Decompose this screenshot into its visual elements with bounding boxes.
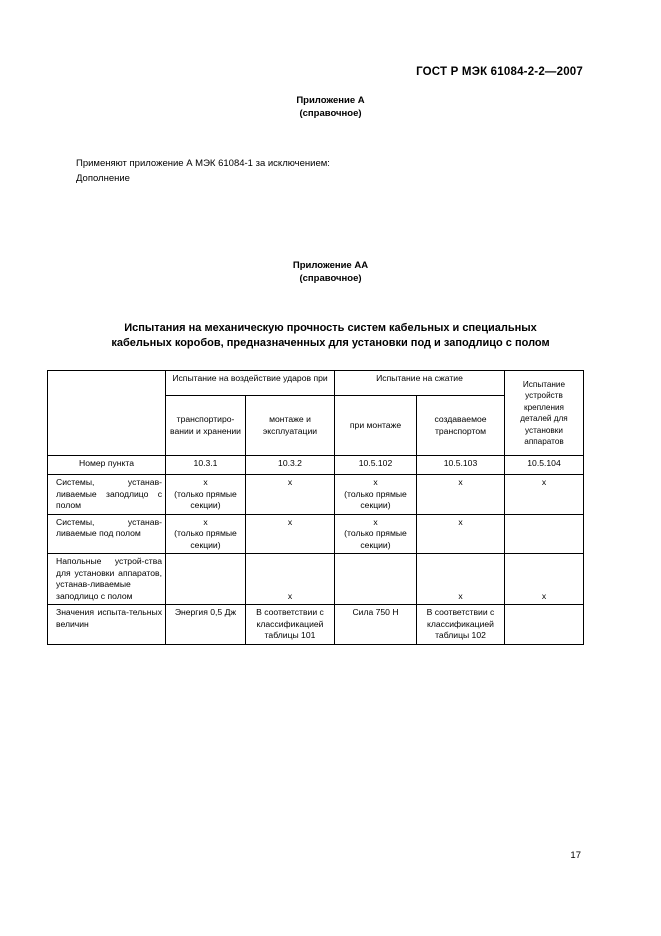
page-number: 17	[570, 850, 581, 861]
table-cell: 10.3.2	[246, 456, 335, 475]
table-cell: х	[246, 554, 335, 605]
header-at-install: при монтаже	[335, 396, 417, 456]
appendix-a-subtitle: (справочное)	[299, 108, 362, 119]
table-cell: х (только прямые секции)	[335, 514, 417, 554]
row-label: Системы, устанав-ливаемые заподлицо с полом	[48, 475, 166, 515]
table-cell: 10.3.1	[166, 456, 246, 475]
test-table	[47, 370, 584, 645]
table-row	[48, 456, 584, 475]
appendix-aa-title: Приложение АА	[292, 260, 369, 271]
table-cell: х (только прямые секции)	[166, 514, 246, 554]
header-impact-group: Испытание на воздействие ударов при	[166, 371, 335, 396]
table-cell	[505, 514, 584, 554]
table-cell: 10.5.103	[417, 456, 505, 475]
row-label: Системы, устанав-ливаемые под полом	[48, 514, 166, 554]
row-label: Напольные устрой-ства для установки аппаратов, устанав-ливаемые заподлицо с полом	[48, 554, 166, 605]
appendix-a-line2: Дополнение	[76, 173, 130, 184]
row-label: Номер пункта	[48, 456, 166, 475]
table-cell: х	[246, 475, 335, 515]
table-cell: х	[417, 554, 505, 605]
table-row	[48, 605, 584, 645]
table-row	[48, 475, 584, 515]
header-mounting: монтаже и эксплуатации	[246, 396, 335, 456]
standard-header: ГОСТ Р МЭК 61084-2-2—2007	[416, 66, 583, 78]
appendix-aa-subtitle: (справочное)	[299, 273, 362, 284]
table-row	[48, 514, 584, 554]
table-cell: х	[505, 554, 584, 605]
table-cell: В соответствии с классификацией таблицы 102	[417, 605, 505, 645]
table-cell	[166, 554, 246, 605]
table-cell: х	[417, 475, 505, 515]
table-header-row-1	[48, 371, 584, 396]
table-cell	[335, 554, 417, 605]
appendix-a-text	[76, 156, 330, 186]
table-cell: х	[417, 514, 505, 554]
table-heading-line2: кабельных коробов, предназначенных для установки под и заподлицо с полом	[111, 337, 550, 349]
appendix-a-line1: Применяют приложение А МЭК 61084-1 за исключением:	[76, 158, 330, 169]
table-cell: Сила 750 Н	[335, 605, 417, 645]
appendix-a-title: Приложение А	[296, 95, 365, 106]
header-fixing-test: Испытание устройств крепления деталей для установки аппаратов	[505, 371, 584, 456]
table-cell: В соответствии с классификацией таблицы 101	[246, 605, 335, 645]
table-cell: 10.5.102	[335, 456, 417, 475]
table-cell: х	[505, 475, 584, 515]
header-transport: транспортиро-вании и хранении	[166, 396, 246, 456]
table-cell: х (только прямые секции)	[166, 475, 246, 515]
appendix-aa-heading	[0, 259, 661, 285]
table-row	[48, 554, 584, 605]
table-cell: Энергия 0,5 Дж	[166, 605, 246, 645]
header-compression-group: Испытание на сжатие	[335, 371, 505, 396]
table-heading-line1: Испытания на механическую прочность систем кабельных и специальных	[124, 322, 537, 334]
table-cell: х (только прямые секции)	[335, 475, 417, 515]
table-cell	[505, 605, 584, 645]
row-label: Значения испыта-тельных величин	[48, 605, 166, 645]
table-heading	[0, 321, 661, 351]
header-empty-cell	[48, 371, 166, 456]
table-cell: х	[246, 514, 335, 554]
header-traffic: создаваемое транспортом	[417, 396, 505, 456]
table-cell: 10.5.104	[505, 456, 584, 475]
appendix-a-heading	[0, 94, 661, 120]
